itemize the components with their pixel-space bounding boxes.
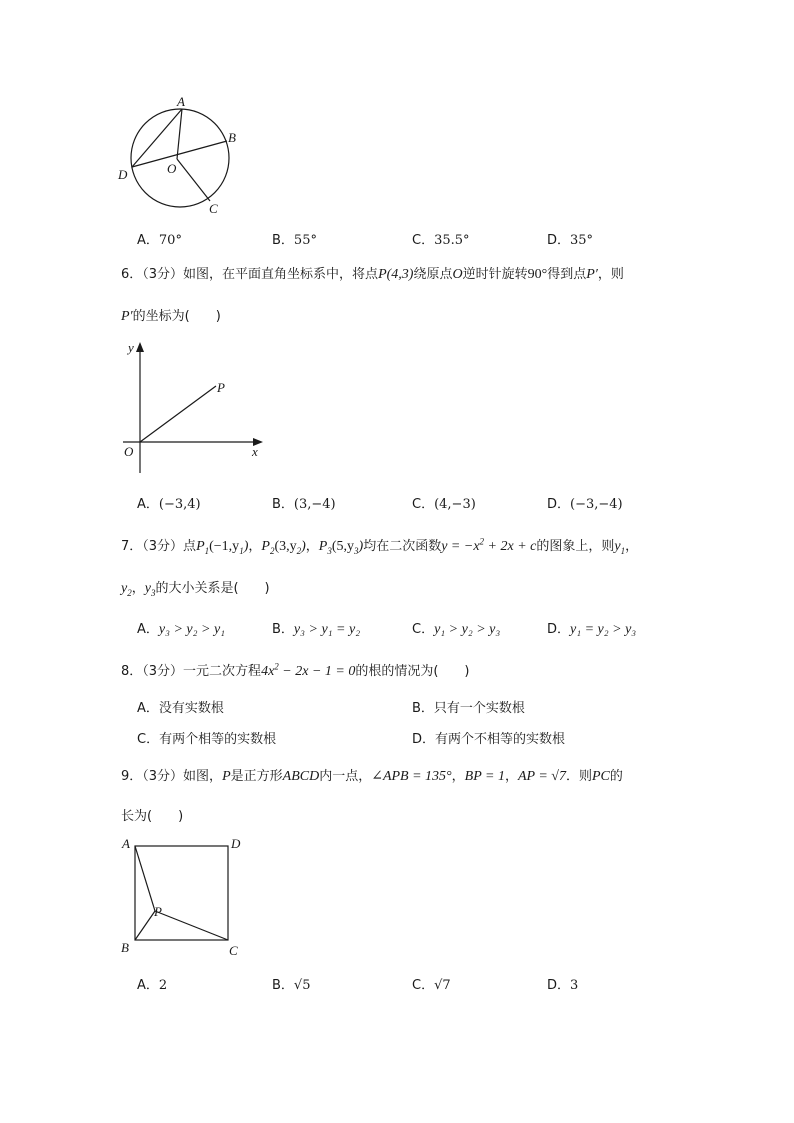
q5-label-d: D — [118, 167, 128, 182]
q6-label-p: P — [217, 380, 225, 395]
q6-point-prime: P′ — [586, 267, 598, 282]
q6-axes-figure — [115, 338, 275, 478]
q9-text-5: 的 — [609, 769, 623, 784]
q7-p3: $P_3(5,y_3)$ — [318, 539, 364, 556]
q7-sep-1: ， — [248, 539, 262, 554]
q5-label-b: B — [228, 130, 236, 145]
q9-text-1: 如图， — [183, 769, 223, 784]
q7-p1: $P_1(-1,y_1)$ — [196, 539, 249, 556]
q7-stem-line2 — [121, 577, 270, 598]
q8-option-b[interactable]: B．只有一个实数根 — [412, 701, 525, 716]
q9-label-d: D — [231, 836, 241, 851]
q8-option-c[interactable]: C．有两个相等的实数根 — [137, 732, 277, 747]
q5-label-a: A — [177, 95, 185, 109]
q9-segment-bp — [135, 911, 155, 940]
q7-number: 7．（3分） — [121, 539, 184, 554]
q9-line2-text: 长为( ) — [121, 809, 184, 824]
q9-label-a: A — [122, 836, 130, 851]
q7-sep-2: ， — [305, 539, 319, 554]
q5-label-o: O — [167, 161, 177, 176]
q9-label-c: C — [229, 943, 238, 958]
q6-label-o: O — [124, 444, 134, 459]
q7-function: $y = -x^2 + 2x + c$ — [441, 536, 537, 554]
q9-point-p: P — [222, 769, 231, 784]
q6-text-4: 得到点 — [547, 267, 587, 282]
q6-text-5: ，则 — [597, 267, 624, 282]
q9-label-b: B — [121, 940, 129, 955]
q6-text-1: 如图，在平面直角坐标系中，将点 — [183, 267, 379, 282]
q7-p2: $P_2(3,y_2)$ — [261, 539, 306, 556]
q6-option-d[interactable]: D．(−3,−4) — [547, 497, 623, 512]
q7-text-3: 的图象上，则 — [536, 539, 615, 554]
q6-option-a[interactable]: A．(−3,4) — [137, 497, 201, 512]
q6-label-x: x — [252, 444, 258, 459]
q9-option-a[interactable]: A．2 — [137, 978, 168, 993]
q6-label-y: y — [128, 340, 134, 355]
q9-stem-line1 — [121, 765, 623, 785]
q7-stem-line1 — [121, 535, 638, 556]
q6-stem-line2 — [121, 305, 221, 325]
q9-option-b[interactable]: B．√5 — [272, 978, 311, 993]
q7-option-b[interactable]: B．y₃ > y₁ = y₂ — [272, 622, 361, 637]
q9-text-2: 是正方形 — [230, 769, 283, 784]
q7-option-c[interactable]: C．y₁ > y₂ > y₃ — [412, 622, 501, 637]
q9-sep-1: ， — [451, 769, 465, 784]
q8-text-2: 的根的情况为( ) — [355, 664, 470, 679]
q7-text-4: 的大小关系是( ) — [155, 581, 270, 596]
q9-ap: AP = √7 — [518, 769, 566, 784]
q7-y1: $y_1$ — [614, 539, 626, 556]
q9-square-abcd: ABCD — [282, 769, 320, 784]
q9-bp: BP = 1 — [464, 769, 505, 784]
q6-stem-line1 — [121, 263, 624, 283]
q6-point: P(4,3) — [378, 267, 414, 282]
q9-number: 9．（3分） — [121, 769, 184, 784]
q5-circle-figure — [110, 95, 250, 220]
q7-y3: $y_3$ — [144, 581, 156, 598]
q9-stem-line2 — [121, 805, 183, 824]
q8-equation: $4x^2 - 2x - 1 = 0$ — [261, 661, 356, 679]
q9-sep-2: ， — [504, 769, 518, 784]
q8-text-1: 一元二次方程 — [183, 664, 262, 679]
q7-sep-4: ， — [131, 581, 145, 596]
q8-stem — [121, 660, 470, 680]
q7-option-d[interactable]: D．y₁ = y₂ > y₃ — [547, 622, 637, 637]
q6-option-c[interactable]: C．(4,−3) — [412, 497, 476, 512]
q5-radius-oa — [177, 109, 182, 159]
q9-angle: ∠APB = 135° — [371, 769, 452, 784]
q6-text-2: 绕原点 — [413, 267, 453, 282]
q9-pc: PC — [592, 769, 610, 784]
q5-option-d[interactable]: D．35° — [547, 233, 594, 248]
q9-segment-ap — [135, 846, 155, 911]
q6-line2-text: 的坐标为( ) — [132, 309, 221, 324]
q6-text-3: 逆时针旋转 — [462, 267, 528, 282]
q7-sep-3: ， — [625, 539, 639, 554]
q9-square-figure — [115, 834, 255, 959]
q6-segment-op — [140, 386, 216, 442]
q7-option-a[interactable]: A．y₃ > y₂ > y₁ — [137, 622, 226, 637]
q6-number: 6．（3分） — [121, 267, 184, 282]
q9-text-4: ．则 — [565, 769, 592, 784]
q6-angle: 90° — [527, 267, 548, 282]
q8-number: 8．（3分） — [121, 664, 184, 679]
q5-chord-da — [132, 109, 182, 167]
q7-y2: $y_2$ — [121, 581, 132, 598]
q7-text-1: 点 — [183, 539, 197, 554]
q9-option-c[interactable]: C．√7 — [412, 978, 451, 993]
q6-option-b[interactable]: B．(3,−4) — [272, 497, 336, 512]
q6-origin: O — [452, 267, 463, 282]
q5-option-b[interactable]: B．55° — [272, 233, 317, 248]
q9-text-3: 内一点， — [319, 769, 372, 784]
q5-option-c[interactable]: C．35.5° — [412, 233, 470, 248]
q6-line2-point: P′ — [121, 309, 133, 324]
q7-text-2: 均在二次函数 — [363, 539, 442, 554]
q8-option-a[interactable]: A．没有实数根 — [137, 701, 224, 716]
q9-label-p: P — [154, 904, 162, 919]
q9-segment-pc — [155, 911, 228, 940]
q8-option-d[interactable]: D．有两个不相等的实数根 — [412, 732, 566, 747]
q5-radius-oc — [177, 159, 210, 201]
q5-option-a[interactable]: A．70° — [137, 233, 182, 248]
q9-option-d[interactable]: D．3 — [547, 978, 579, 993]
q5-label-c: C — [209, 201, 218, 216]
q6-y-arrow — [136, 342, 144, 352]
